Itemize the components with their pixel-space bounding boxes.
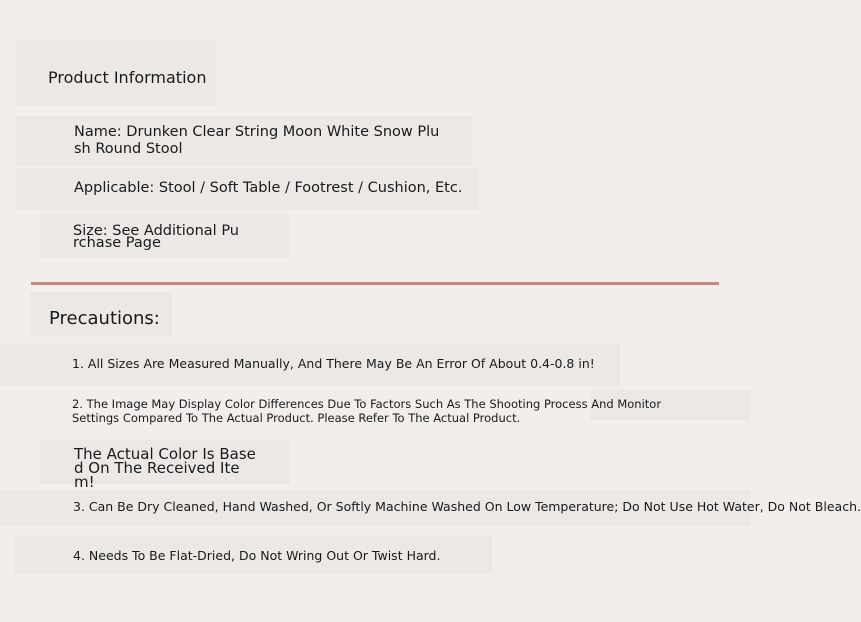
precautions-heading: Precautions:	[49, 308, 160, 329]
product-size-line: Size: See Additional Purchase Page	[73, 223, 239, 251]
precaution-item: 2. The Image May Display Color Differences Due To Factors Such As The Shooting Process And Monitor Settings Compared To The Actual Product. Please Refer To The Actual Product.	[72, 397, 662, 425]
section-divider	[31, 282, 719, 285]
precaution-item: 4. Needs To Be Flat-Dried, Do Not Wring Out Or Twist Hard.	[73, 548, 441, 563]
product-name-line: Name: Drunken Clear String Moon White Snow Plush Round Stool	[74, 124, 440, 157]
precaution-note: The Actual Color Is Based On The Received Item!	[74, 445, 256, 491]
precaution-item: 1. All Sizes Are Measured Manually, And There May Be An Error Of About 0.4-0.8 in!	[72, 356, 595, 371]
product-info-heading: Product Information	[48, 68, 207, 87]
precaution-item: 3. Can Be Dry Cleaned, Hand Washed, Or Softly Machine Washed On Low Temperature; Do Not Use Hot Water, Do Not Bleach.	[73, 499, 861, 514]
product-applicable-line: Applicable: Stool / Soft Table / Footrest / Cushion, Etc.	[74, 180, 463, 196]
